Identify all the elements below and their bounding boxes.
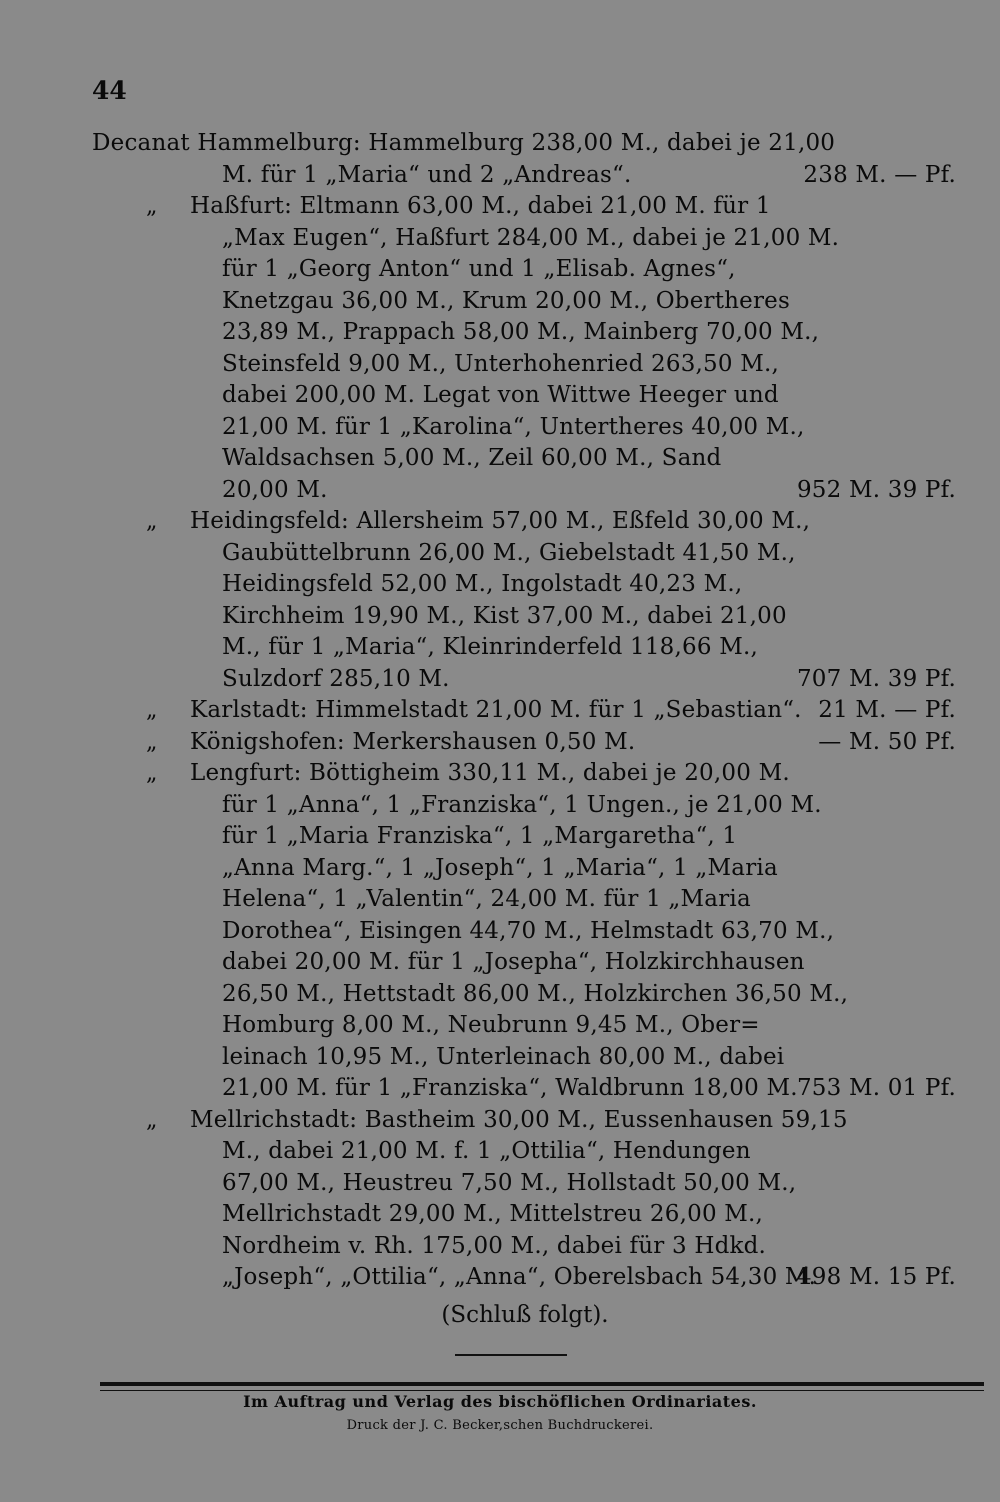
entries-list [0,128,1000,1294]
entry-text: Karlstadt: Himmelstadt 21,00 M. für 1 „Sebastian“. [190,697,802,723]
entry-text: Helena“, 1 „Valentin“, 24,00 M. für 1 „Maria [222,886,751,912]
entry-amount: 952 M. 39 Pf. [796,476,956,503]
entry-amount: 707 M. 39 Pf. [796,665,956,692]
entry-text: dabei 20,00 M. für 1 „Josepha“, Holzkirchhausen [222,949,805,975]
entry-text: Sulzdorf 285,10 M. [222,665,450,692]
entry-text: M., dabei 21,00 M. f. 1 „Ottilia“, Hendungen [222,1138,751,1164]
entry-line [0,790,1000,822]
entry-line [0,317,1000,349]
entry-line [0,538,1000,570]
ditto-mark: „ [146,194,158,219]
entry-text: für 1 „Maria Franziska“, 1 „Margaretha“, 1 [222,823,738,849]
entry-text: „Anna Marg.“, 1 „Joseph“, 1 „Maria“, 1 „Maria [222,854,778,881]
entry-text: Decanat Hammelburg: Hammelburg 238,00 M., dabei je 21,00 [92,130,836,156]
entry-line [0,349,1000,381]
entry-text: Waldsachsen 5,00 M., Zeil 60,00 M., Sand [222,445,722,471]
entry-line [0,569,1000,601]
entry-line [0,664,1000,696]
entry-line [0,380,1000,412]
entry-text: 26,50 M., Hettstadt 86,00 M., Holzkirchen 36,50 M., [222,980,849,1007]
entry-line [0,853,1000,885]
entry-text: Kirchheim 19,90 M., Kist 37,00 M., dabei 21,00 [222,602,787,629]
entry-text: Gaubüttelbrunn 26,00 M., Giebelstadt 41,50 M., [222,539,796,566]
page-number: 44 [92,76,127,105]
entry-text: Dorothea“, Eisingen 44,70 M., Helmstadt 63,70 M., [222,917,835,944]
entry-text: leinach 10,95 M., Unterleinach 80,00 M., dabei [222,1043,785,1070]
entry-line [0,979,1000,1011]
entry-line [0,506,1000,538]
entry-text: 23,89 M., Prappach 58,00 M., Mainberg 70,00 M., [222,319,820,345]
entry-text: 67,00 M., Heustreu 7,50 M., Hollstadt 50,00 M., [222,1169,797,1196]
entry-text: M., für 1 „Maria“, Kleinrinderfeld 118,66 M., [222,634,758,660]
footer-rule-thin [100,1390,984,1391]
ditto-mark: „ [146,698,158,723]
entry-line [0,286,1000,318]
entry-text: 21,00 M. für 1 „Karolina“, Untertheres 40,00 M., [222,413,805,440]
entry-text: Knetzgau 36,00 M., Krum 20,00 M., Obertheres [222,287,790,314]
entry-line [0,1073,1000,1105]
entry-text: Heidingsfeld: Allersheim 57,00 M., Eßfeld 30,00 M., [190,508,811,534]
entry-line [0,1262,1000,1294]
entry-text: „Joseph“, „Ottilia“, „Anna“, Oberelsbach 54,30 M. [222,1264,817,1290]
ditto-mark: „ [146,509,158,534]
entry-line [0,727,1000,759]
entry-line [0,1042,1000,1074]
entry-line [0,443,1000,475]
entry-line [0,254,1000,286]
entry-text: Steinsfeld 9,00 M., Unterhohenried 263,50 M., [222,350,780,377]
entry-amount: 238 M. — Pf. [803,161,956,188]
entry-text: 20,00 M. [222,476,328,503]
entry-amount: 498 M. 15 Pf. [796,1264,956,1290]
ditto-mark: „ [146,761,158,786]
entry-line [0,1136,1000,1168]
ditto-mark: „ [146,729,158,755]
entry-line [0,223,1000,255]
entry-text: Königshofen: Merkershausen 0,50 M. [190,728,636,755]
entry-text: dabei 200,00 M. Legat von Wittwe Heeger und [222,382,779,408]
entry-text: Mellrichstadt 29,00 M., Mittelstreu 26,00 M., [222,1201,764,1227]
entry-line [0,412,1000,444]
entry-text: „Max Eugen“, Haßfurt 284,00 M., dabei je 21,00 M. [222,224,840,251]
entry-line [0,821,1000,853]
entry-amount: 753 M. 01 Pf. [796,1075,956,1101]
entry-text: Lengfurt: Böttigheim 330,11 M., dabei je 20,00 M. [190,760,790,786]
entry-line [0,695,1000,727]
entry-text: Nordheim v. Rh. 175,00 M., dabei für 3 Hdkd. [222,1232,767,1259]
footer-publisher-line: Im Auftrag und Verlag des bischöflichen Ordinariates. [243,1392,757,1411]
entry-text: 21,00 M. für 1 „Franziska“, Waldbrunn 18,00 M. [222,1075,798,1101]
entry-line [0,128,1000,160]
entry-text: für 1 „Georg Anton“ und 1 „Elisab. Agnes“, [222,256,736,282]
entry-line [0,1168,1000,1200]
short-divider [455,1354,567,1356]
entry-line [0,1010,1000,1042]
closing-note: (Schluß folgt). [441,1302,609,1328]
entry-amount: 21 M. — Pf. [818,697,956,723]
entry-line [0,1231,1000,1263]
entry-line [0,191,1000,223]
entry-line [0,1105,1000,1137]
entry-line [0,1199,1000,1231]
entry-line [0,601,1000,633]
ditto-mark: „ [146,1107,158,1133]
entry-line [0,160,1000,192]
entry-line [0,947,1000,979]
entry-line [0,632,1000,664]
entry-amount: — M. 50 Pf. [818,728,956,755]
footer-printer-line: Druck der J. C. Becker,schen Buchdruckerei. [346,1418,654,1433]
entry-line [0,916,1000,948]
entry-text: Haßfurt: Eltmann 63,00 M., dabei 21,00 M. für 1 [190,193,771,219]
entry-text: für 1 „Anna“, 1 „Franziska“, 1 Ungen., je 21,00 M. [222,791,822,818]
footer-rule-thick [100,1382,984,1386]
entry-line [0,475,1000,507]
entry-text: Mellrichstadt: Bastheim 30,00 M., Eussenhausen 59,15 [190,1106,848,1133]
entry-line [0,884,1000,916]
entry-text: M. für 1 „Maria“ und 2 „Andreas“. [222,161,632,188]
entry-text: Homburg 8,00 M., Neubrunn 9,45 M., Ober= [222,1012,760,1038]
entry-text: Heidingsfeld 52,00 M., Ingolstadt 40,23 M., [222,571,743,597]
entry-line [0,758,1000,790]
